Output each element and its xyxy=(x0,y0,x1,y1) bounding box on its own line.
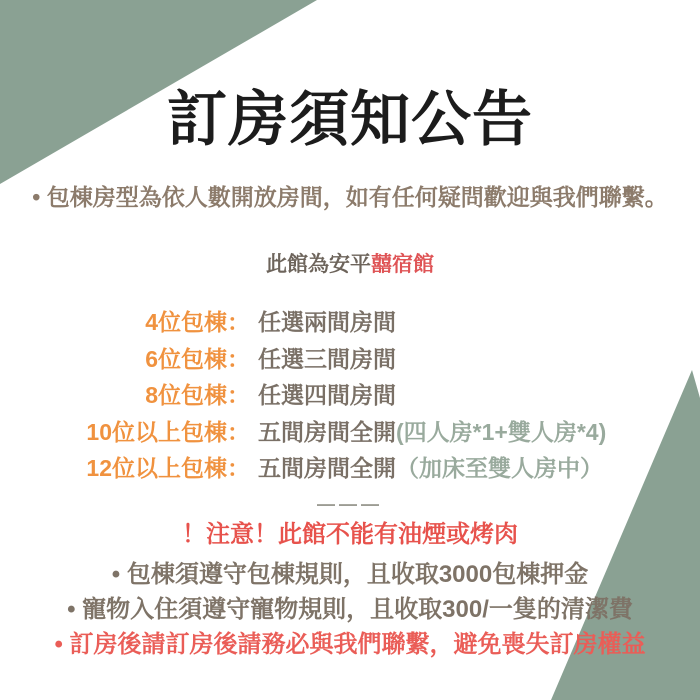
room-option-note: (四人房*1+雙人房*4) xyxy=(396,418,607,445)
room-option-label: 6位包棟： xyxy=(145,345,250,372)
hall-name-line xyxy=(0,251,700,279)
room-option-value xyxy=(258,450,700,487)
intro-note: • 包棟房型為依人數開放房間，如有任何疑問歡迎與我們聯繫。 xyxy=(32,184,668,210)
page-title: 訂房須知公告 xyxy=(167,86,533,153)
hall-name-highlight: 囍宿館 xyxy=(371,253,434,276)
rules-list xyxy=(0,557,700,662)
room-option-label: 12位以上包棟： xyxy=(86,455,250,481)
room-option-text: 任選三間房間 xyxy=(258,345,396,372)
rule-contact: • 訂房後請訂房後請務必與我們聯繫，避免喪失訂房權益 xyxy=(54,631,646,658)
room-option-label: 4位包棟： xyxy=(145,309,250,335)
room-option-value xyxy=(258,377,700,414)
rule-deposit: • 包棟須遵守包棟規則，且收取3000包棟押金 xyxy=(111,561,589,588)
room-option-value xyxy=(258,414,700,451)
room-option-text: 五間房間全開 xyxy=(258,455,396,481)
room-option-list xyxy=(0,304,700,487)
room-option-row xyxy=(0,341,700,378)
room-option-label: 8位包棟： xyxy=(145,382,250,408)
room-option-row xyxy=(0,377,700,414)
room-option-text: 任選四間房間 xyxy=(258,382,396,408)
room-option-row xyxy=(0,414,700,451)
rule-pets: • 寵物入住須遵守寵物規則，且收取300/一隻的清潔費 xyxy=(67,596,633,623)
room-option-row xyxy=(0,304,700,341)
room-option-value xyxy=(258,304,700,341)
room-option-text: 五間房間全開 xyxy=(258,418,396,445)
warning-line: ！注意！此館不能有油煙或烤肉 xyxy=(182,521,518,548)
section-divider: ——— xyxy=(317,494,383,514)
room-option-note: （加床至雙人房中） xyxy=(396,455,603,481)
room-option-label: 10位以上包棟： xyxy=(86,418,250,445)
room-option-value xyxy=(258,341,700,378)
room-option-row xyxy=(0,450,700,487)
hall-name-prefix: 此館為安平 xyxy=(266,253,371,276)
room-option-text: 任選兩間房間 xyxy=(258,309,396,335)
